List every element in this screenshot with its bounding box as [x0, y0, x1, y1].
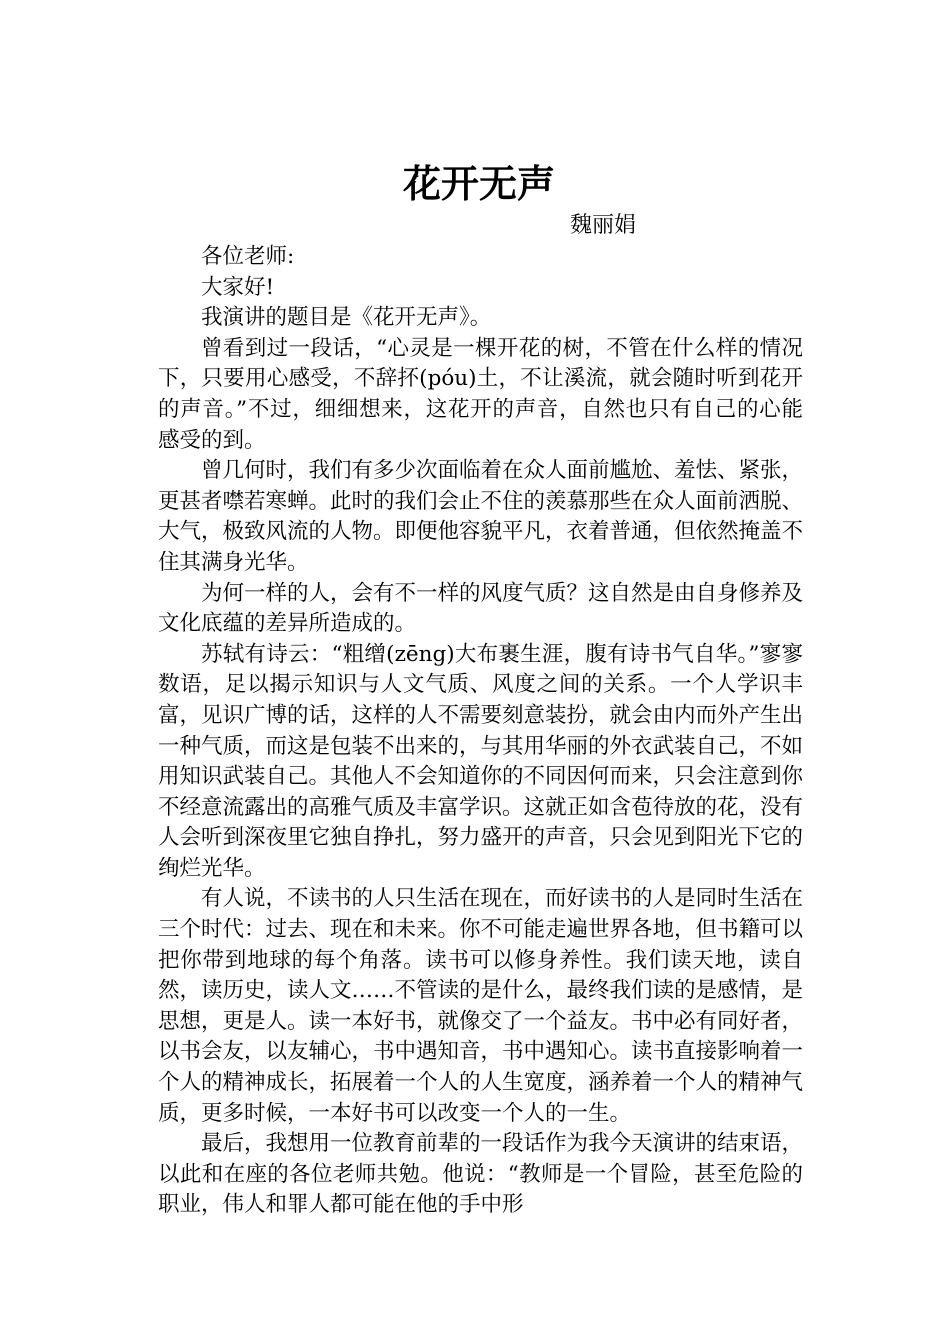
- paragraph-greeting: 大家好!: [201, 274, 275, 300]
- paragraph: 有人说，不读书的人只生活在现在，而好读书的人是同时生活在三个时代：过去、现在和未来。你不可能走遍世界各地，但书籍可以把你带到地球的每个角落。读书可以修身养性。我们读天地，读自然，读历史，读人文……不管读的是什么，最终我们读的是感情，是思想，更是人。读一本好书，就像交了一个益友。书中必有同好者，以书会友，以友辅心，书中遇知音，书中遇知心。读书直接影响着一个人的精神成长，拓展着一个人的人生宽度，涵养着一个人的精神气质，更多时候，一本好书可以改变一个人的一生。: [158, 886, 804, 1126]
- paragraph: 为何一样的人，会有不一样的风度气质？这自然是由自身修养及文化底蕴的差异所造成的。: [158, 580, 804, 637]
- paragraph-topic: 我演讲的题目是《花开无声》。: [201, 305, 492, 331]
- document-author: 魏丽娟: [570, 213, 637, 238]
- paragraph: 曾看到过一段话，“心灵是一棵开花的树，不管在什么样的情况下，只要用心感受，不辞抔(póu)土，不让溪流，就会随时听到花开的声音。”不过，细细想来，这花开的声音，自然也只有自己的心能感受的到。: [158, 335, 803, 453]
- document-body: [158, 242, 803, 1221]
- paragraph-salutation: 各位老师:: [201, 244, 295, 269]
- document-title: 花开无声: [402, 162, 555, 206]
- paragraph: 苏轼有诗云：“粗缯(zēng)大布裹生涯，腹有诗书气自华。”寥寥数语，足以揭示知识与人文气质、风度之间的关系。一个人学识丰富，见识广博的话，这样的人不需要刻意装扮，就会由内而外产生出一种气质，而这是包装不出来的，与其用华丽的外衣武装自己，不如用知识武装自己。其他人不会知道你的不同因何而来，只会注意到你不经意流露出的高雅气质及丰富学识。这就正如含苞待放的花，没有人会听到深夜里它独自挣扎，努力盛开的声音，只会见到阳光下它的绚烂光华。: [158, 641, 804, 881]
- paragraph: 曾几何时，我们有多少次面临着在众人面前尴尬、羞怯、紧张，更甚者噤若寒蝉。此时的我们会止不住的羡慕那些在众人面前洒脱、大气，极致风流的人物。即便他容貌平凡，衣着普通，但依然掩盖不住其满身光华。: [158, 458, 804, 575]
- paragraph: 最后，我想用一位教育前辈的一段话作为我今天演讲的结束语，以此和在座的各位老师共勉。他说：“教师是一个冒险，甚至危险的职业，伟人和罪人都可能在他的手中形: [158, 1131, 804, 1218]
